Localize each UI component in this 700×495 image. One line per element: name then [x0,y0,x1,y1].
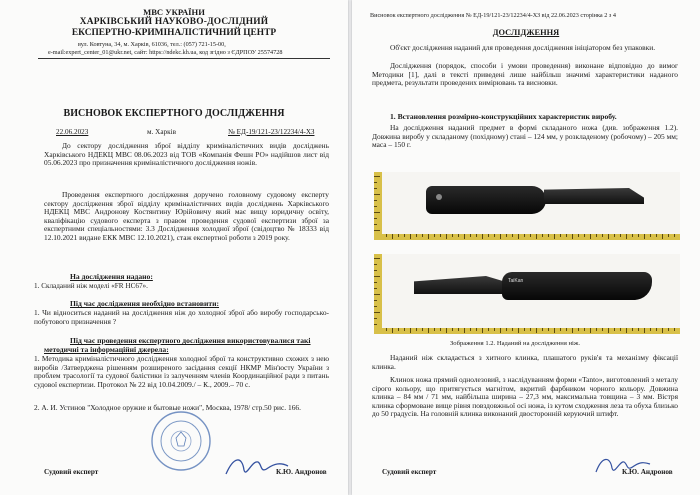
ruler-tick [542,328,543,331]
received-item: 1. Складаний ніж моделі «FR HC67». [34,282,148,290]
signer-name: К.Ю. Андронов [276,468,327,476]
ruler-tick [584,234,585,237]
intro-paragraph: До сектору дослідження зброї відділу криміналістичних видів досліджень Харківського НДЕКЦ МВС 08.06.2023 від ТОВ «Компанія Фешн РО» надійшов лист від 05.06.2023 про призначення криміналістичного дослідження ножів. [44,141,329,168]
ruler-tick [644,328,645,333]
paragraph-2: Дослідження (порядок, способи і умови проведення) виконане відповідно до вимог Методики [1], далі в тексті приведені лише найбільш значимі характеристики наданого предмета, результати проведених вимірювань та висновки. [372,61,678,88]
ruler-tick [524,234,525,237]
ruler-tick [374,230,380,231]
ruler-tick [374,324,377,325]
document-number: № ЕД-19/121-23/12234/4-ХЗ [228,128,315,136]
ruler-tick [374,212,380,213]
ruler-tick [440,234,441,237]
ruler-tick [638,328,639,331]
ruler-tick [536,328,537,333]
pivot-screw [436,194,442,200]
method-2: 2. А. И. Устинов "Холодное оружие и бытовые ножи", Москва, 1978/ стр.50 рис. 166. [34,403,301,412]
ruler-tick [488,328,489,331]
document-page-1 [0,0,348,495]
knife-photo-side-1 [374,172,680,240]
ruler-tick [536,234,537,239]
ruler-tick [506,234,507,237]
document-title: ВИСНОВОК ЕКСПЕРТНОГО ДОСЛІДЖЕННЯ [63,108,285,119]
ruler-tick [494,234,495,237]
ruler-tick [602,328,603,331]
document-city: м. Харків [147,128,176,136]
signer-name: К.Ю. Андронов [622,468,673,476]
ruler-tick [620,234,621,237]
ruler-tick [386,328,387,331]
ruler-tick [596,328,597,331]
ruler-tick [482,234,483,239]
ruler-tick [590,234,591,239]
stamp-seal-icon [150,410,212,472]
ruler-tick [656,328,657,331]
received-heading: На дослідження надано: [70,272,153,281]
ruler-tick [668,328,669,331]
ruler-tick [422,234,423,237]
ruler-tick [386,234,387,237]
ruler-tick [416,234,417,237]
ruler-tick [458,234,459,237]
ruler-tick [398,234,399,237]
ruler-tick [542,234,543,237]
question-heading: Під час дослідження необхідно встановити: [70,299,220,308]
ruler-tick [470,328,471,331]
ruler-tick [374,270,377,271]
ruler-tick [650,328,651,331]
ruler-tick [392,234,393,239]
knife-blade [414,276,504,294]
ruler-tick [458,328,459,331]
ruler-tick [470,234,471,237]
ruler-tick [506,328,507,331]
ruler-tick [572,234,573,239]
ruler-tick [668,234,669,237]
ruler-tick [530,234,531,237]
ruler-tick [662,328,663,333]
ruler-tick [374,282,377,283]
ruler-tick [554,328,555,333]
ruler-tick [614,234,615,237]
header-divider [38,58,330,59]
ruler-tick [644,234,645,239]
ruler-tick [434,234,435,237]
ruler-tick [578,234,579,237]
ruler-tick [374,182,377,183]
knife-handle [502,272,652,300]
knife-handle [426,186,546,214]
address-line-2: e-mail:expert_center_01@ukr.net, сайт: https://ndekc.kh.ua, код згідно з ЄДРПОУ 25574728 [48,49,283,56]
ruler-tick [584,328,585,331]
ruler-tick [530,328,531,331]
ruler-tick [374,224,377,225]
ruler-tick [620,328,621,331]
org-line-1: МВС УКРАЇНИ [143,7,205,17]
ruler-tick [662,234,663,239]
ruler-tick [452,328,453,331]
ruler-tick [602,234,603,237]
ruler-tick [374,264,377,265]
section-1-title: 1. Встановлення розмірно-конструкційних характеристик виробу. [390,112,617,121]
ruler-tick [554,234,555,239]
ruler-tick [626,234,627,239]
ruler-tick [464,328,465,333]
ruler-tick [512,234,513,237]
section-title: ДОСЛІДЖЕННЯ [492,28,560,37]
ruler-tick [500,234,501,239]
paragraph-4: Клинок ножа прямий однолезовий, з наслідуванням форми «Tanto», виготовлений з металу сірого кольору, що притягується магнітом, вкритий фарбником чорного кольору. Довжина клинка – 84 мм / 71 мм, найбільша ширина – 27,3 мм, максимальна товщина – 3 мм. Вістря клинка сформоване вище рівня повздовжньої осі ножа, із кутом сходження леза та обуха близько до 50 градусів. На головній клинка виконаний двосторонній керуючий штифт. [372,375,678,419]
ruler-tick [656,234,657,237]
section-1-text: На дослідження наданий предмет в формі складаного ножа (див. зображення 1.2). Довжина виробу у складаному (похідному) стані – 124 мм, у розкладеному (робочому) – 205 мм; маса – 150 г. [372,123,678,150]
ruler-tick [374,206,377,207]
ruler-tick [512,328,513,331]
ruler-tick [374,258,380,259]
ruler-tick [488,234,489,237]
ruler-tick [578,328,579,331]
address-line-1: вул. Ковтуна, 34, м. Харків, 61036, тел.: (057) 721-15-00, [78,41,226,48]
knife-brand-label: TaiKan [508,278,524,284]
ruler-tick [422,328,423,331]
ruler-tick [638,234,639,237]
ruler-tick [632,234,633,237]
ruler-tick [608,328,609,333]
ruler-tick [518,328,519,333]
ruler-tick [428,328,429,333]
ruler-tick [446,328,447,333]
ruler-tick [398,328,399,331]
ruler-tick [494,328,495,331]
org-line-2: ХАРКІВСЬКИЙ НАУКОВО-ДОСЛІДНИЙ [79,17,269,27]
methods-heading-1: Під час проведення експертного дослідження використовувалися такі [70,336,311,345]
ruler-tick [548,234,549,237]
ruler-tick [374,276,380,277]
ruler-tick [374,306,377,307]
ruler-tick [374,188,377,189]
ruler-tick [650,234,651,237]
ruler-tick [590,328,591,333]
ruler-tick [374,194,380,195]
ruler-tick [410,234,411,239]
ruler-tick [434,328,435,331]
ruler-tick [674,328,675,331]
ruler-tick [632,328,633,331]
ruler-tick [440,328,441,331]
ruler-tick [374,176,380,177]
document-page-2 [352,0,700,495]
org-line-3: ЕКСПЕРТНО-КРИМІНАЛІСТИЧНИЙ ЦЕНТР [71,28,277,38]
ruler-tick [374,288,377,289]
ruler-tick [674,234,675,237]
ruler-tick [374,218,377,219]
methods-heading-2: методичні та інформаційні джерела: [44,345,169,354]
scale-ruler [374,328,680,334]
ruler-tick [374,300,377,301]
ruler-tick [560,234,561,237]
ruler-tick [500,328,501,333]
knife-blade [544,188,644,204]
ruler-tick [416,328,417,331]
ruler-tick [404,234,405,237]
ruler-tick [374,318,377,319]
ruler-tick [524,328,525,331]
ruler-tick [518,234,519,239]
paragraph-1: Об'єкт дослідження наданий для проведення дослідження ініціатором без упаковки. [390,43,656,52]
ruler-tick [446,234,447,239]
document-date: 22.06.2023 [56,128,89,136]
ruler-tick [374,312,380,313]
knife-photo-side-2 [374,254,680,334]
ruler-tick [548,328,549,331]
signer-role: Судовий експерт [382,468,437,476]
ruler-tick [374,294,380,295]
question-item: 1. Чи відноситься наданий на дослідження ніж до холодної зброї або виробу господарсько-побутового призначення ? [34,308,329,326]
ruler-tick [452,234,453,237]
ruler-tick [608,234,609,239]
ruler-tick [560,328,561,331]
expert-paragraph: Проведення експертного дослідження доручено головному судовому експерту сектору дослідження зброї відділу криміналістичних видів досліджень Харківського НДЕКЦ МВС Андронову Костянтину Юрійовичу який має вищу юридичну освіту, кваліфікацію судового експерта з правом проведення судової експертизи зброї за експертними спеціальностями: 3.3 Дослідження холодної зброї (свідоцтво № 18333 від 12.10.2021 видане ЕКК МВС 12.10.2021), стаж експертної роботи з 2019 року. [44,190,329,242]
method-1: 1. Методика криміналістичного дослідження холодної зброї та конструктивно схожих з нею виробів /Затверджена рішенням розширеного засідання секції НКМР Мін'юсту України з проблем трасології та судової балістики із залученням членів Координаційної ради з питань судової експертизи. Протокол № 22 від 10.04.2009./ – К., 2009.– 70 с. [34,354,329,389]
ruler-tick [482,328,483,333]
ruler-tick [476,234,477,237]
ruler-tick [404,328,405,331]
ruler-tick [476,328,477,331]
ruler-tick [566,234,567,237]
scale-ruler [374,234,680,240]
ruler-tick [410,328,411,333]
image-caption: Зображення 1.2. Наданий на дослідження ніж. [450,340,581,347]
ruler-tick [428,234,429,239]
ruler-tick [614,328,615,331]
ruler-tick [374,200,377,201]
ruler-tick [596,234,597,237]
paragraph-3: Наданий ніж складається з хитного клинка, плашатого руків'я та механізму фіксації клинка. [372,353,678,371]
signer-role: Судовий експерт [44,468,99,476]
ruler-tick [572,328,573,333]
ruler-tick [464,234,465,239]
ruler-tick [392,328,393,333]
running-header: Висновок експертного дослідження № ЕД-19/121-23/12234/4-ХЗ від 22.06.2023 сторінка 2 з 4 [370,12,616,19]
ruler-tick [626,328,627,333]
ruler-tick [566,328,567,331]
